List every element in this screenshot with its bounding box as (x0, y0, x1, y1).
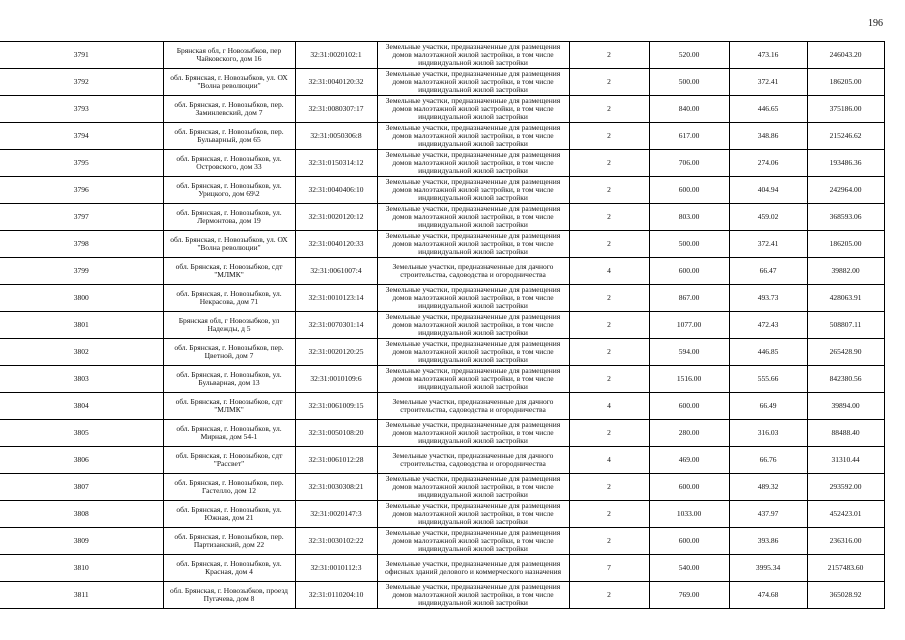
cadastral-value-cell: 293592.00 (807, 474, 884, 501)
address-cell: обл. Брянская, г. Новозыбков, ул. Красная, дом 4 (163, 555, 295, 582)
address-cell: обл. Брянская, г. Новозыбков, пер. Бульварный, дом 65 (163, 123, 295, 150)
row-number: 3808 (0, 501, 163, 528)
cadastral-number-cell: 32:31:0010109:6 (295, 366, 377, 393)
cadastral-value-cell: 246043.20 (807, 42, 884, 69)
specific-value-cell: 66.76 (729, 447, 807, 474)
land-use-cell: Земельные участки, предназначенные для размещения офисных зданий делового и коммерческого назначения (377, 555, 569, 582)
land-use-cell: Земельные участки, предназначенные для размещения домов малоэтажной жилой застройки, в том числе индивидуальной жилой застройки (377, 204, 569, 231)
table-row (0, 555, 884, 582)
area-cell: 280.00 (649, 420, 729, 447)
row-number: 3805 (0, 420, 163, 447)
cadastral-value-cell: 193486.36 (807, 150, 884, 177)
area-cell: 600.00 (649, 474, 729, 501)
cadastral-number-cell: 32:31:0080307:17 (295, 96, 377, 123)
land-use-cell: Земельные участки, предназначенные для размещения домов малоэтажной жилой застройки, в том числе индивидуальной жилой застройки (377, 285, 569, 312)
land-use-cell: Земельные участки, предназначенные для дачного строительства, садоводства и огородничества (377, 393, 569, 420)
area-cell: 540.00 (649, 555, 729, 582)
group-code-cell: 2 (569, 339, 649, 366)
row-number: 3800 (0, 285, 163, 312)
group-code-cell: 2 (569, 123, 649, 150)
specific-value-cell: 393.86 (729, 528, 807, 555)
cadastral-value-cell: 88488.40 (807, 420, 884, 447)
land-use-cell: Земельные участки, предназначенные для размещения домов малоэтажной жилой застройки, в том числе индивидуальной жилой застройки (377, 339, 569, 366)
cadastral-number-cell: 32:31:0150314:12 (295, 150, 377, 177)
area-cell: 867.00 (649, 285, 729, 312)
cadastral-value-cell: 508807.11 (807, 312, 884, 339)
row-number: 3791 (0, 42, 163, 69)
cadastral-value-cell: 242964.00 (807, 177, 884, 204)
land-use-cell: Земельные участки, предназначенные для размещения домов малоэтажной жилой застройки, в том числе индивидуальной жилой застройки (377, 474, 569, 501)
group-code-cell: 2 (569, 69, 649, 96)
area-cell: 1077.00 (649, 312, 729, 339)
address-cell: обл. Брянская, г. Новозыбков, ул. ОХ "Волна революции" (163, 69, 295, 96)
cadastral-number-cell: 32:31:0020120:12 (295, 204, 377, 231)
specific-value-cell: 472.43 (729, 312, 807, 339)
group-code-cell: 2 (569, 366, 649, 393)
page-number: 196 (868, 18, 883, 29)
table-row (0, 231, 884, 258)
table-row (0, 420, 884, 447)
row-number: 3793 (0, 96, 163, 123)
table-row (0, 285, 884, 312)
address-cell: обл. Брянская, г. Новозыбков, сдт "МЛМК" (163, 258, 295, 285)
row-number: 3806 (0, 447, 163, 474)
land-use-cell: Земельные участки, предназначенные для размещения домов малоэтажной жилой застройки, в том числе индивидуальной жилой застройки (377, 69, 569, 96)
cadastral-number-cell: 32:31:0040120:32 (295, 69, 377, 96)
specific-value-cell: 473.16 (729, 42, 807, 69)
group-code-cell: 2 (569, 96, 649, 123)
cadastral-value-cell: 452423.01 (807, 501, 884, 528)
specific-value-cell: 372.41 (729, 231, 807, 258)
table-row (0, 528, 884, 555)
specific-value-cell: 66.49 (729, 393, 807, 420)
address-cell: обл. Брянская, г. Новозыбков, ул. ОХ "Волна революции" (163, 231, 295, 258)
row-number: 3797 (0, 204, 163, 231)
group-code-cell: 4 (569, 258, 649, 285)
address-cell: обл. Брянская, г. Новозыбков, проезд Пугачева, дом 8 (163, 582, 295, 609)
address-cell: обл. Брянская, г. Новозыбков, ул. Некрасова, дом 71 (163, 285, 295, 312)
group-code-cell: 4 (569, 393, 649, 420)
group-code-cell: 2 (569, 285, 649, 312)
cadastral-value-cell: 31310.44 (807, 447, 884, 474)
table-row (0, 123, 884, 150)
area-cell: 769.00 (649, 582, 729, 609)
land-use-cell: Земельные участки, предназначенные для размещения домов малоэтажной жилой застройки, в том числе индивидуальной жилой застройки (377, 528, 569, 555)
row-number: 3796 (0, 177, 163, 204)
land-use-cell: Земельные участки, предназначенные для размещения домов малоэтажной жилой застройки, в том числе индивидуальной жилой застройки (377, 123, 569, 150)
group-code-cell: 2 (569, 177, 649, 204)
cadastral-number-cell: 32:31:0020102:1 (295, 42, 377, 69)
land-use-cell: Земельные участки, предназначенные для размещения домов малоэтажной жилой застройки, в том числе индивидуальной жилой застройки (377, 42, 569, 69)
table-row (0, 339, 884, 366)
land-use-cell: Земельные участки, предназначенные для размещения домов малоэтажной жилой застройки, в том числе индивидуальной жилой застройки (377, 177, 569, 204)
table-row (0, 501, 884, 528)
table-row (0, 204, 884, 231)
table-row (0, 447, 884, 474)
address-cell: обл. Брянская, г. Новозыбков, пер. Гастелло, дом 12 (163, 474, 295, 501)
land-use-cell: Земельные участки, предназначенные для дачного строительства, садоводства и огородничества (377, 258, 569, 285)
table-row (0, 42, 884, 69)
cadastral-value-cell: 236316.00 (807, 528, 884, 555)
area-cell: 1033.00 (649, 501, 729, 528)
row-number: 3794 (0, 123, 163, 150)
specific-value-cell: 274.06 (729, 150, 807, 177)
area-cell: 469.00 (649, 447, 729, 474)
group-code-cell: 7 (569, 555, 649, 582)
group-code-cell: 2 (569, 231, 649, 258)
row-number: 3798 (0, 231, 163, 258)
group-code-cell: 2 (569, 204, 649, 231)
specific-value-cell: 446.85 (729, 339, 807, 366)
address-cell: обл. Брянская, г. Новозыбков, ул. Мирная, дом 54-1 (163, 420, 295, 447)
specific-value-cell: 3995.34 (729, 555, 807, 582)
cadastral-number-cell: 32:31:0070301:14 (295, 312, 377, 339)
cadastral-value-cell: 842380.56 (807, 366, 884, 393)
group-code-cell: 4 (569, 447, 649, 474)
table-row (0, 582, 884, 609)
row-number: 3809 (0, 528, 163, 555)
address-cell: обл. Брянская, г. Новозыбков, пер. Заминлевский, дом 7 (163, 96, 295, 123)
address-cell: обл. Брянская, г. Новозыбков, ул. Лермонтова, дом 19 (163, 204, 295, 231)
cadastral-number-cell: 32:31:0030102:22 (295, 528, 377, 555)
area-cell: 520.00 (649, 42, 729, 69)
cadastral-value-table (0, 41, 885, 609)
land-use-cell: Земельные участки, предназначенные для размещения домов малоэтажной жилой застройки, в том числе индивидуальной жилой застройки (377, 150, 569, 177)
specific-value-cell: 459.02 (729, 204, 807, 231)
land-use-cell: Земельные участки, предназначенные для размещения домов малоэтажной жилой застройки, в том числе индивидуальной жилой застройки (377, 582, 569, 609)
specific-value-cell: 66.47 (729, 258, 807, 285)
address-cell: обл. Брянская, г. Новозыбков, ул. Бульварная, дом 13 (163, 366, 295, 393)
area-cell: 1516.00 (649, 366, 729, 393)
address-cell: обл. Брянская, г. Новозыбков, пер. Партизанский, дом 22 (163, 528, 295, 555)
cadastral-number-cell: 32:31:0050306:8 (295, 123, 377, 150)
address-cell: обл. Брянская, г. Новозыбков, пер. Цветной, дом 7 (163, 339, 295, 366)
table-row (0, 69, 884, 96)
land-use-cell: Земельные участки, предназначенные для дачного строительства, садоводства и огородничества (377, 447, 569, 474)
cadastral-number-cell: 32:31:0061009:15 (295, 393, 377, 420)
specific-value-cell: 348.86 (729, 123, 807, 150)
address-cell: обл. Брянская, г. Новозыбков, ул. Южная, дом 21 (163, 501, 295, 528)
group-code-cell: 2 (569, 150, 649, 177)
cadastral-value-cell: 39894.00 (807, 393, 884, 420)
area-cell: 600.00 (649, 528, 729, 555)
address-cell: Брянская обл, г Новозыбков, пер Чайковского, дом 16 (163, 42, 295, 69)
cadastral-number-cell: 32:31:0020120:25 (295, 339, 377, 366)
cadastral-value-cell: 368593.06 (807, 204, 884, 231)
specific-value-cell: 555.66 (729, 366, 807, 393)
specific-value-cell: 404.94 (729, 177, 807, 204)
group-code-cell: 2 (569, 474, 649, 501)
cadastral-number-cell: 32:31:0030308:21 (295, 474, 377, 501)
cadastral-number-cell: 32:31:0040406:10 (295, 177, 377, 204)
specific-value-cell: 474.68 (729, 582, 807, 609)
area-cell: 803.00 (649, 204, 729, 231)
cadastral-value-cell: 215246.62 (807, 123, 884, 150)
specific-value-cell: 493.73 (729, 285, 807, 312)
row-number: 3802 (0, 339, 163, 366)
row-number: 3810 (0, 555, 163, 582)
table-row (0, 150, 884, 177)
cadastral-number-cell: 32:31:0010123:14 (295, 285, 377, 312)
row-number: 3811 (0, 582, 163, 609)
row-number: 3807 (0, 474, 163, 501)
area-cell: 600.00 (649, 177, 729, 204)
area-cell: 594.00 (649, 339, 729, 366)
row-number: 3803 (0, 366, 163, 393)
area-cell: 600.00 (649, 258, 729, 285)
cadastral-value-cell: 265428.90 (807, 339, 884, 366)
cadastral-number-cell: 32:31:0020147:3 (295, 501, 377, 528)
table-row (0, 177, 884, 204)
address-cell: обл. Брянская, г. Новозыбков, сдт "Рассвет" (163, 447, 295, 474)
cadastral-number-cell: 32:31:0040120:33 (295, 231, 377, 258)
land-use-cell: Земельные участки, предназначенные для размещения домов малоэтажной жилой застройки, в том числе индивидуальной жилой застройки (377, 501, 569, 528)
land-use-cell: Земельные участки, предназначенные для размещения домов малоэтажной жилой застройки, в том числе индивидуальной жилой застройки (377, 96, 569, 123)
table-row (0, 393, 884, 420)
group-code-cell: 2 (569, 582, 649, 609)
area-cell: 600.00 (649, 393, 729, 420)
cadastral-value-cell: 39882.00 (807, 258, 884, 285)
area-cell: 500.00 (649, 69, 729, 96)
row-number: 3795 (0, 150, 163, 177)
area-cell: 617.00 (649, 123, 729, 150)
table-row (0, 96, 884, 123)
land-use-cell: Земельные участки, предназначенные для размещения домов малоэтажной жилой застройки, в том числе индивидуальной жилой застройки (377, 312, 569, 339)
address-cell: обл. Брянская, г. Новозыбков, ул. Островского, дом 33 (163, 150, 295, 177)
specific-value-cell: 437.97 (729, 501, 807, 528)
row-number: 3792 (0, 69, 163, 96)
specific-value-cell: 316.03 (729, 420, 807, 447)
group-code-cell: 2 (569, 420, 649, 447)
cadastral-number-cell: 32:31:0061012:28 (295, 447, 377, 474)
address-cell: обл. Брянская, г. Новозыбков, сдт "МЛМК" (163, 393, 295, 420)
cadastral-value-cell: 186205.00 (807, 231, 884, 258)
cadastral-value-cell: 365028.92 (807, 582, 884, 609)
cadastral-value-cell: 428063.91 (807, 285, 884, 312)
group-code-cell: 2 (569, 501, 649, 528)
cadastral-number-cell: 32:31:0050108:20 (295, 420, 377, 447)
area-cell: 706.00 (649, 150, 729, 177)
cadastral-value-cell: 375186.00 (807, 96, 884, 123)
table-row (0, 474, 884, 501)
group-code-cell: 2 (569, 42, 649, 69)
land-use-cell: Земельные участки, предназначенные для размещения домов малоэтажной жилой застройки, в том числе индивидуальной жилой застройки (377, 231, 569, 258)
area-cell: 840.00 (649, 96, 729, 123)
specific-value-cell: 446.65 (729, 96, 807, 123)
cadastral-number-cell: 32:31:0010112:3 (295, 555, 377, 582)
cadastral-value-cell: 2157483.60 (807, 555, 884, 582)
table-row (0, 366, 884, 393)
group-code-cell: 2 (569, 528, 649, 555)
address-cell: Брянская обл, г Новозыбков, ул Надежды, д 5 (163, 312, 295, 339)
group-code-cell: 2 (569, 312, 649, 339)
specific-value-cell: 372.41 (729, 69, 807, 96)
table-row (0, 258, 884, 285)
cadastral-number-cell: 32:31:0110204:10 (295, 582, 377, 609)
row-number: 3801 (0, 312, 163, 339)
table-row (0, 312, 884, 339)
specific-value-cell: 489.32 (729, 474, 807, 501)
land-use-cell: Земельные участки, предназначенные для размещения домов малоэтажной жилой застройки, в том числе индивидуальной жилой застройки (377, 420, 569, 447)
area-cell: 500.00 (649, 231, 729, 258)
cadastral-number-cell: 32:31:0061007:4 (295, 258, 377, 285)
address-cell: обл. Брянская, г. Новозыбков, ул. Урицкого, дом 69\2 (163, 177, 295, 204)
row-number: 3799 (0, 258, 163, 285)
row-number: 3804 (0, 393, 163, 420)
cadastral-value-cell: 186205.00 (807, 69, 884, 96)
land-use-cell: Земельные участки, предназначенные для размещения домов малоэтажной жилой застройки, в том числе индивидуальной жилой застройки (377, 366, 569, 393)
